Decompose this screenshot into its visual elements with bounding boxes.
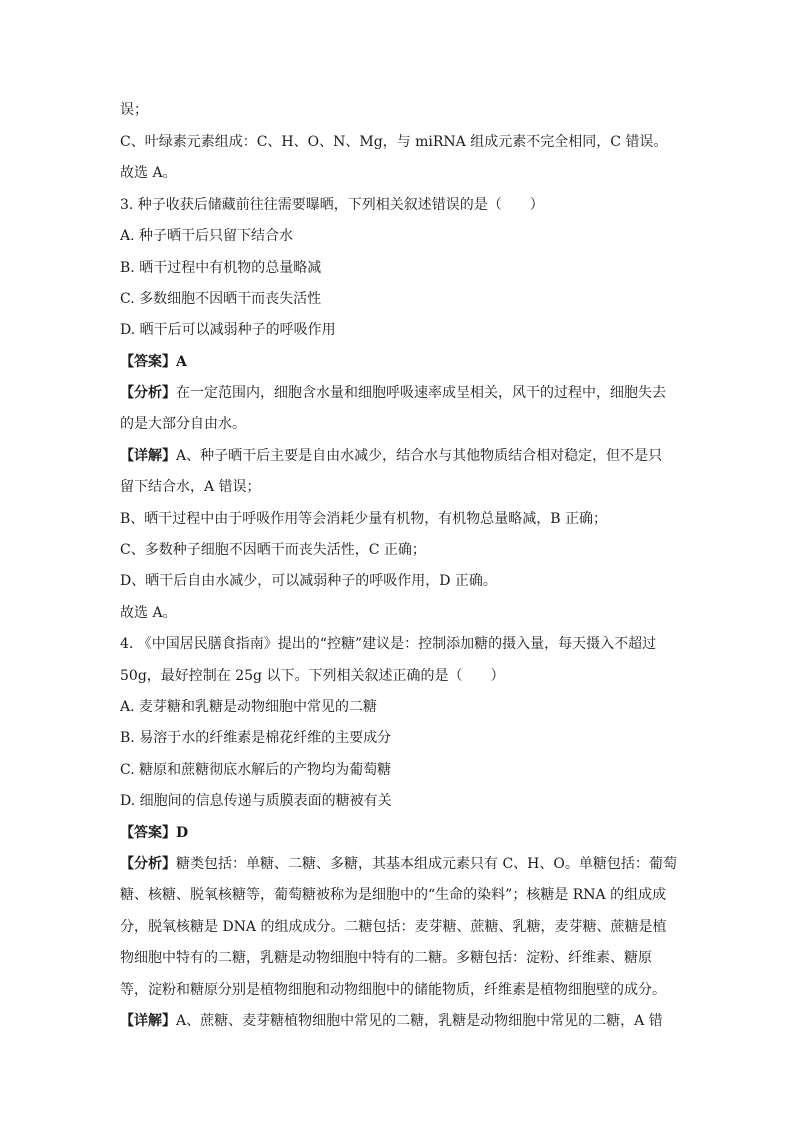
question-3-detail: D、晒干后自由水减少，可以减弱种子的呼吸作用，D 正确。 (120, 573, 497, 589)
question-3-stem: 3. 种子收获后储藏前往往需要曝晒，下列相关叙述错误的是（ ） (120, 197, 544, 213)
text-line: 故选 A。 (120, 165, 177, 181)
section-marker: 【详解】 (120, 1013, 176, 1029)
question-3-answer: 【答案】A (120, 354, 187, 370)
question-3-analysis: 的是大部分自由水。 (120, 416, 246, 432)
question-4-option-c: C. 糖原和蔗糖彻底水解后的产物均为葡萄糖 (120, 762, 392, 778)
question-3-option-d: D. 晒干后可以减弱种子的呼吸作用 (120, 322, 336, 338)
question-4-analysis: 物细胞中特有的二糖，乳糖是动物细胞中特有的二糖。多糖包括：淀粉、纤维素、糖原 (120, 950, 652, 966)
section-marker: 【分析】 (120, 856, 176, 872)
question-3-option-a: A. 种子晒干后只留下结合水 (120, 228, 294, 244)
question-4-analysis: 糖、核糖、脱氧核糖等，葡萄糖被称为是细胞中的“生命的染料”；核糖是 RNA 的组成成 (120, 887, 667, 903)
text-line: C、叶绿素元素组成：C、H、O、N、Mg，与 miRNA 组成元素不完全相同，C 错误。 (120, 134, 668, 150)
question-4-analysis: 等，淀粉和糖原分别是植物细胞和动物细胞中的储能物质，纤维素是植物细胞壁的成分。 (120, 982, 666, 998)
text-line: 误； (120, 102, 148, 118)
question-4-analysis: 【分析】糖类包括：单糖、二糖、多糖，其基本组成元素只有 C、H、O。单糖包括：葡萄 (120, 856, 677, 872)
question-3-analysis: 【分析】在一定范围内，细胞含水量和细胞呼吸速率成呈相关，风干的过程中，细胞失去 (120, 385, 666, 401)
question-4-option-a: A. 麦芽糖和乳糖是动物细胞中常见的二糖 (120, 699, 378, 715)
question-4-stem: 4. 《中国居民膳食指南》提出的“控糖”建议是：控制添加糖的摄入量，每天摄入不超过 (120, 636, 657, 652)
question-3-option-b: B. 晒干过程中有机物的总量略减 (120, 260, 322, 276)
section-marker: 【详解】 (120, 448, 176, 464)
question-4-option-d: D. 细胞间的信息传递与质膜表面的糖被有关 (120, 793, 392, 809)
question-4-answer: 【答案】D (120, 825, 189, 841)
question-3-detail: 【详解】A、种子晒干后主要是自由水减少，结合水与其他物质结合相对稳定，但不是只 (120, 448, 663, 464)
question-3-option-c: C. 多数细胞不因晒干而丧失活性 (120, 291, 322, 307)
question-3-detail: 留下结合水，A 错误； (120, 479, 261, 495)
section-marker: 【分析】 (120, 385, 176, 401)
question-3-detail: C、多数种子细胞不因晒干而丧失活性，C 正确； (120, 542, 426, 558)
question-3-conclusion: 故选 A。 (120, 605, 177, 621)
question-4-option-b: B. 易溶于水的纤维素是棉花纤维的主要成分 (120, 730, 392, 746)
question-4-stem: 50g，最好控制在 25g 以下。下列相关叙述正确的是（ ） (120, 668, 505, 684)
question-3-detail: B、晒干过程中由于呼吸作用等会消耗少量有机物，有机物总量略减，B 正确； (120, 511, 608, 527)
question-4-analysis: 分，脱氧核糖是 DNA 的组成成分。二糖包括：麦芽糖、蔗糖、乳糖，麦芽糖、蔗糖是植 (120, 919, 667, 935)
question-4-detail: 【详解】A、蔗糖、麦芽糖植物细胞中常见的二糖，乳糖是动物细胞中常见的二糖，A 错 (120, 1013, 663, 1029)
